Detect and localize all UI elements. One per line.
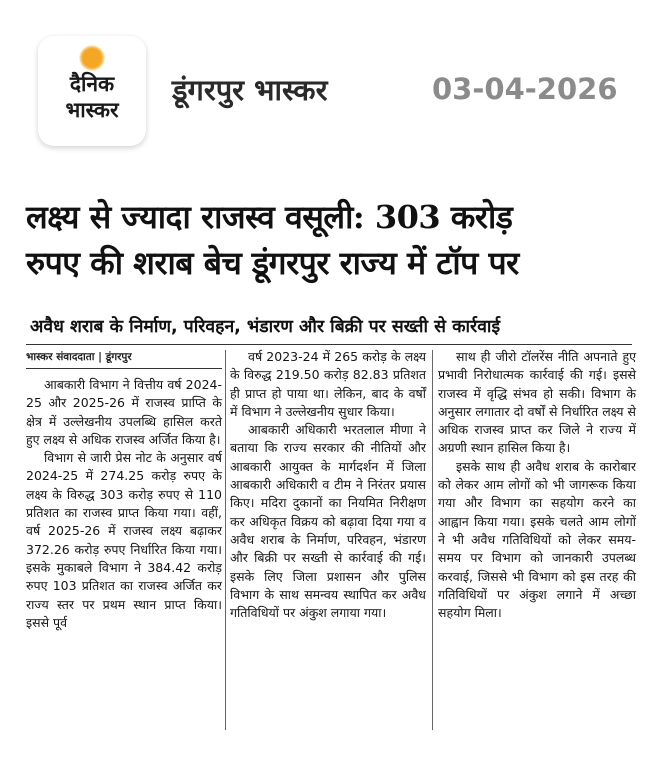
headline-line1: लक्ष्य से ज्यादा राजस्व वसूली: 303 करोड़ — [26, 198, 513, 236]
edition-name: डूंगरपुर भास्कर — [172, 73, 328, 107]
byline: भास्कर संवाददाता | डूंगरपुर — [26, 350, 222, 369]
paragraph: साथ ही जीरो टॉलरेंस नीति अपनाते हुए प्रभावी निरोधात्मक कार्रवाई की गई। इससे राजस्व में वृद्धि संभव हो सकी। विभाग के अनुसार लगातार दो वर्षों से निर्धारित लक्ष्य से अधिक राजस्व प्राप्त कर जिले ने राज्य में अग्रणी स्थान हासिल किया है। — [438, 349, 636, 456]
paragraph: आबकारी अधिकारी भरतलाल मीणा ने बताया कि राज्य सरकार की नीतियों और आबकारी आयुक्त के मार्गदर्शन में जिला आबकारी अधिकारी व टीम ने निरंतर प्रयास किए। मदिरा दुकानों का नियमित निरीक्षण कर अधिकृत विक्रय को बढ़ावा दिया गया व अवैध शराब के निर्माण, परिवहन, भंडारण और बिक्री पर सख्ती से कार्रवाई की गई। इसके लिए जिला प्रशासन और पुलिस विभाग के साथ समन्वय स्थापित कर अवैध गतिविधियों पर अंकुश लगाया गया। — [230, 422, 426, 621]
article-column-1 — [26, 376, 222, 632]
paragraph: वर्ष 2023-24 में 265 करोड़ के लक्ष्य के विरुद्ध 219.50 करोड़ 82.83 प्रतिशत ही प्राप्त हो पाया था। लेकिन, बाद के वर्षों में विभाग ने उल्लेखनीय सुधार किया। — [230, 349, 426, 419]
logo-text-line1: दैनिक — [69, 72, 115, 96]
headline-line2: रुपए की शराब बेच डूंगरपुर राज्य में टॉप पर — [26, 244, 519, 282]
headline — [26, 194, 636, 286]
news-clipping — [18, 180, 640, 740]
paragraph: इसके साथ ही अवैध शराब के कारोबार को लेकर आम लोगों को भी जागरूक किया गया और विभाग का सहयोग करने का आह्वान किया गया। इसके चलते आम लोगों ने भी अवैध गतिविधियों को लेकर समय-समय पर विभाग को जानकारी उपलब्ध करवाई, जिससे भी विभाग को इस तरह की गतिविधियों पर अंकुश लगाने में अच्छा सहयोग मिला। — [438, 458, 636, 621]
column-divider — [432, 350, 433, 730]
edition-date: 03-04-2026 — [432, 72, 618, 106]
column-divider — [225, 350, 226, 730]
article-column-2 — [230, 348, 426, 622]
sun-icon — [79, 45, 105, 71]
dainik-bhaskar-logo — [38, 36, 146, 146]
divider — [26, 344, 632, 345]
paragraph: विभाग से जारी प्रेस नोट के अनुसार वर्ष 2024-25 में 274.25 करोड़ रुपए के लक्ष्य के विरुद्ध 303 करोड़ रुपए से 110 प्रतिशत का राजस्व प्राप्त किया गया। वहीं, वर्ष 2025-26 में राजस्व लक्ष्य बढ़ाकर 372.26 करोड़ रुपए निर्धारित किया गया। इसके मुकाबले विभाग ने 384.42 करोड़ रुपए 103 प्रतिशत का राजस्व अर्जित कर राज्य स्तर पर प्रथम स्थान प्राप्त किया। इससे पूर्व — [26, 450, 222, 630]
paragraph: आबकारी विभाग ने वित्तीय वर्ष 2024-25 और 2025-26 में राजस्व प्राप्ति के क्षेत्र में उल्लेखनीय उपलब्धि हासिल करते हुए लक्ष्य से अधिक राजस्व अर्जित किया है। — [26, 377, 222, 447]
logo-text-line2: भास्कर — [65, 98, 119, 122]
page-header — [0, 0, 658, 170]
article-column-3 — [438, 348, 636, 622]
subheadline: अवैध शराब के निर्माण, परिवहन, भंडारण और बिक्री पर सख्ती से कार्रवाई — [30, 317, 501, 337]
